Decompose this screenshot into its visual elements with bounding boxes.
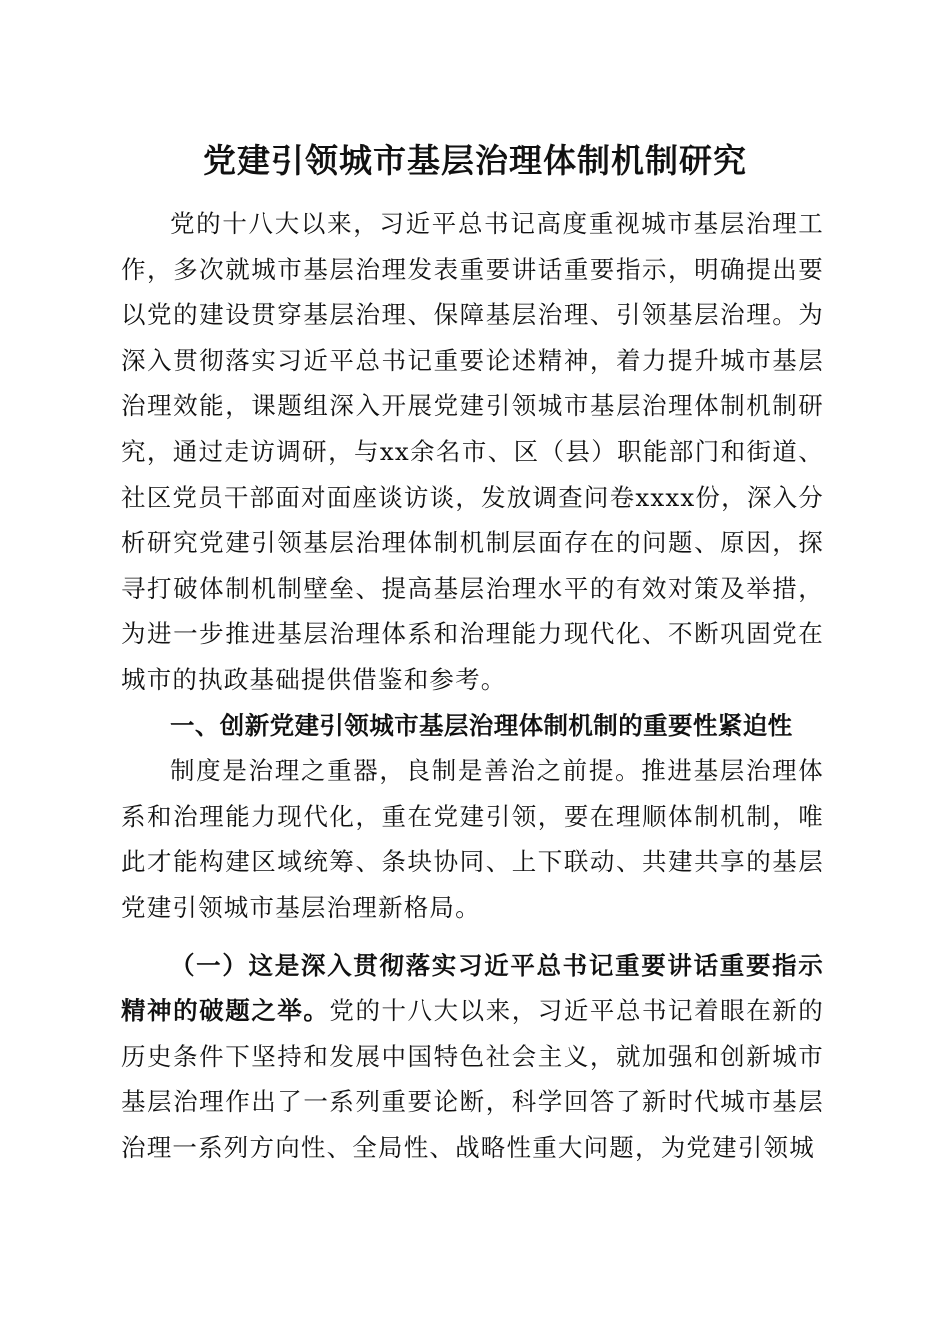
section-paragraph: 制度是治理之重器，良制是善治之前提。推进基层治理体系和治理能力现代化，重在党建引领，要在理顺体制机制，唯此才能构建区域统筹、条块协同、上下联动、共建共享的基层党建引领城市基层治理新格局。	[121, 756, 824, 922]
subsection-paragraph	[121, 943, 824, 1171]
paragraph-spacer	[121, 931, 824, 943]
document-body	[121, 201, 824, 1170]
section-heading: 一、创新党建引领城市基层治理体制机制的重要性紧迫性	[170, 710, 793, 740]
subsection-lead: （一）这是深入贯彻落实习近平总书记重要讲话重要指示精神的破题之举。	[121, 950, 824, 1026]
intro-paragraph: 党的十八大以来，习近平总书记高度重视城市基层治理工作，多次就城市基层治理发表重要讲话重要指示，明确提出要以党的建设贯穿基层治理、保障基层治理、引领基层治理。为深入贯彻落实习近平总书记重要论述精神，着力提升城市基层治理效能，课题组深入开展党建引领城市基层治理体制机制研究，通过走访调研，与xx余名市、区（县）职能部门和街道、社区党员干部面对面座谈访谈，发放调查问卷xxxx份，深入分析研究党建引领基层治理体制机制层面存在的问题、原因，探寻打破体制机制壁垒、提高基层治理水平的有效对策及举措，为进一步推进基层治理体系和治理能力现代化、不断巩固党在城市的执政基础提供借鉴和参考。	[121, 209, 824, 694]
subsection-text: 党的十八大以来，习近平总书记着眼在新的历史条件下坚持和发展中国特色社会主义，就加强和创新城市基层治理作出了一系列重要论断，科学回答了新时代城市基层治理一系列方向性、全局性、战略性重大问题，为党建引领城	[121, 996, 824, 1162]
document-title: 党建引领城市基层治理体制机制研究	[203, 141, 747, 180]
